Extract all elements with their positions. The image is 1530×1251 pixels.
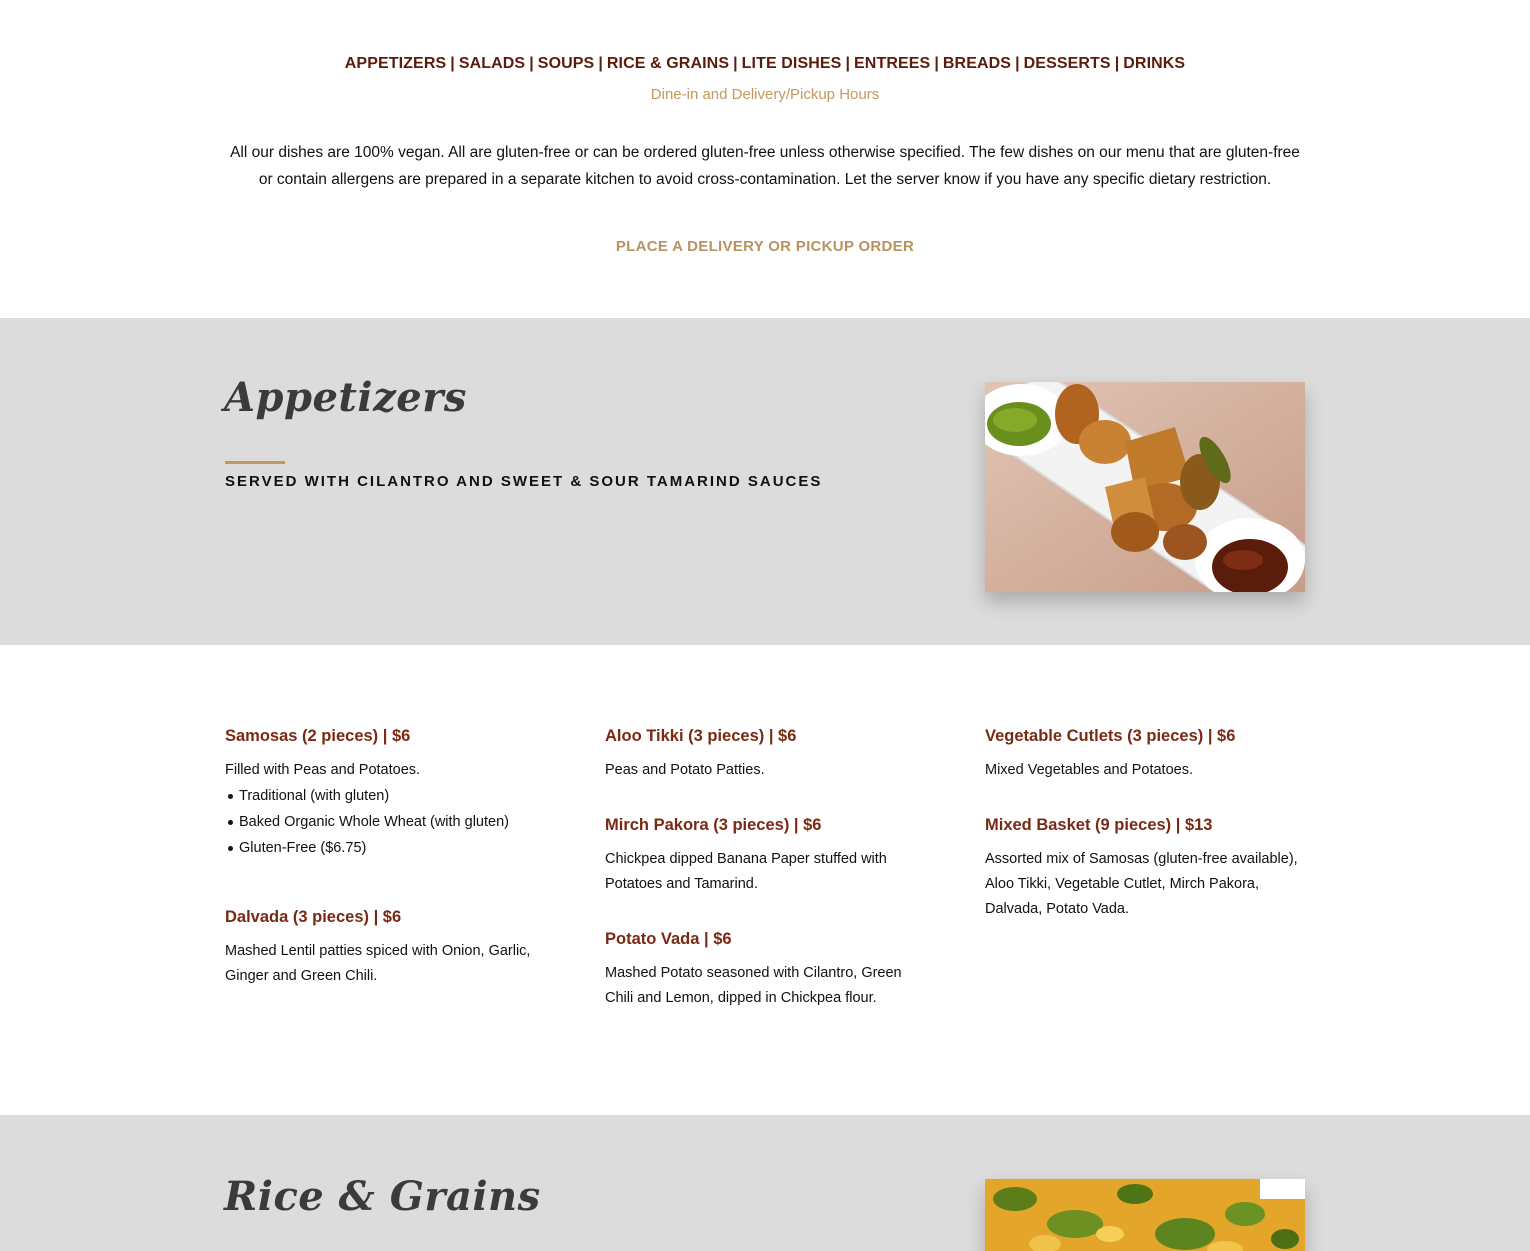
appetizers-photo [985,382,1305,592]
nav-separator: | [845,55,851,72]
delivery-pickup-order-link[interactable]: PLACE A DELIVERY OR PICKUP ORDER [615,238,915,255]
menu-item-title: Aloo Tikki (3 pieces) | $6 [605,727,797,745]
menu-item-description: Assorted mix of Samosas (gluten-free available), Aloo Tikki, Vegetable Cutlet, Mirch Pakora, Dalvada, Potato Vada. [985,851,1298,917]
nav-link-lite-dishes[interactable]: LITE DISHES [741,55,842,72]
nav-separator: | [450,55,455,72]
menu-item-title: Potato Vada | $6 [605,930,732,948]
nav-link-entrees[interactable]: ENTREES [854,55,931,72]
menu-item-aloo-tikki [605,724,925,783]
menu-item-vegetable-cutlets [985,724,1305,783]
nav-link-breads[interactable]: BREADS [942,55,1012,72]
accent-divider [225,461,285,464]
menu-item-mixed-basket [985,813,1305,922]
nav-separator: | [1015,55,1020,72]
menu-item-title: Samosas (2 pieces) | $6 [225,727,411,745]
nav-link-soups[interactable]: SOUPS [537,55,595,72]
appetizers-subtitle: SERVED WITH CILANTRO AND SWEET & SOUR TAMARIND SAUCES [225,473,823,490]
nav-separator: | [934,55,939,72]
nav-link-appetizers[interactable]: APPETIZERS [344,55,447,72]
menu-item-description: Mashed Potato seasoned with Cilantro, Green Chili and Lemon, dipped in Chickpea flour. [605,965,902,1006]
menu-item-description: Filled with Peas and Potatoes. [225,762,421,778]
nav-separator: | [529,55,534,72]
menu-item-option: Gluten-Free ($6.75) [239,835,545,861]
section-title-rice-grains: Rice & Grains [224,1173,541,1220]
appetizers-header-band [0,318,1530,645]
menu-item-option: Traditional (with gluten) [239,783,545,809]
menu-item-title: Vegetable Cutlets (3 pieces) | $6 [985,727,1236,745]
appetizers-photo-illustration [985,382,1305,592]
menu-category-nav [0,55,1530,73]
nav-separator: | [598,55,603,72]
menu-column-1 [225,724,545,1019]
nav-link-desserts[interactable]: DESSERTS [1023,55,1111,72]
menu-item-description: Mixed Vegetables and Potatoes. [985,762,1193,778]
menu-column-3 [985,724,1305,952]
menu-item-mirch-pakora [605,813,925,897]
menu-item-options [225,783,545,861]
menu-item-samosas [225,724,545,861]
menu-item-description: Chickpea dipped Banana Paper stuffed with Potatoes and Tamarind. [605,851,887,892]
menu-item-option: Baked Organic Whole Wheat (with gluten) [239,809,545,835]
nav-link-drinks[interactable]: DRINKS [1123,55,1186,72]
hours-link[interactable]: Dine-in and Delivery/Pickup Hours [650,86,880,103]
nav-separator: | [1114,55,1120,72]
menu-item-title: Mixed Basket (9 pieces) | $13 [985,816,1213,834]
nav-link-rice-grains[interactable]: RICE & GRAINS [606,55,730,72]
rice-grains-photo [985,1179,1305,1251]
nav-separator: | [733,55,738,72]
menu-item-description: Peas and Potato Patties. [605,762,765,778]
section-title-appetizers: Appetizers [224,374,467,421]
nav-link-salads[interactable]: SALADS [458,55,526,72]
menu-item-potato-vada [605,927,925,1011]
rice-grains-header-band [0,1115,1530,1251]
rice-grains-photo-illustration [985,1179,1305,1251]
menu-item-description: Mashed Lentil patties spiced with Onion, Garlic, Ginger and Green Chili. [225,943,531,984]
menu-item-dalvada [225,905,545,989]
menu-column-2 [605,724,925,1041]
menu-item-title: Mirch Pakora (3 pieces) | $6 [605,816,822,834]
menu-item-title: Dalvada (3 pieces) | $6 [225,908,402,926]
dietary-intro-text: All our dishes are 100% vegan. All are gluten-free or can be ordered gluten-free unless otherwise specified. The few dishes on our menu that are gluten-free or contain allergens are prepared in a separate kitchen to avoid cross-contamination. Let the server know if you have any specific dietary restriction. [230,144,1300,188]
